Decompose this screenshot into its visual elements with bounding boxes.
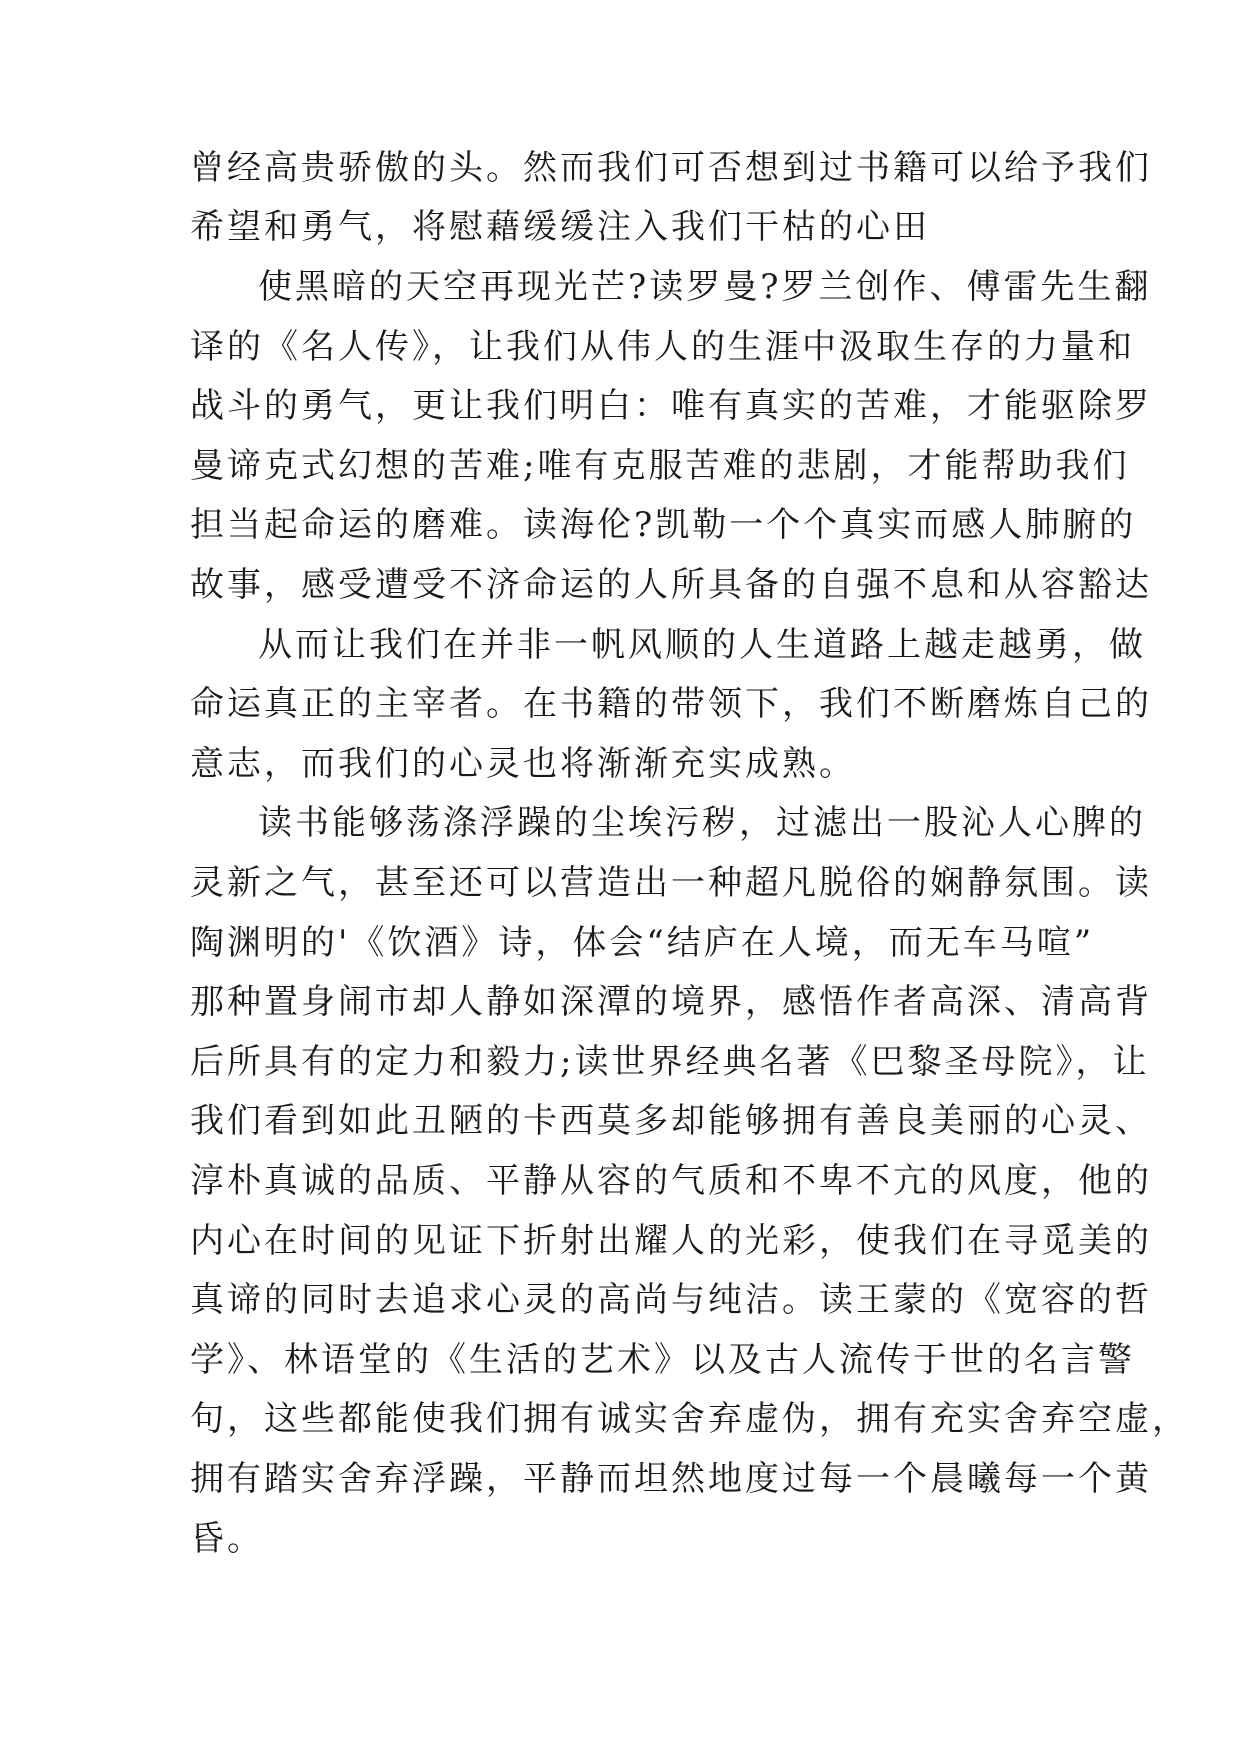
- text-line: 担当起命运的磨难。读海伦?凯勒一个个真实而感人肺腑的: [190, 505, 1137, 545]
- text-line: 曼谛克式幻想的苦难;唯有克服苦难的悲剧，才能帮助我们: [190, 446, 1130, 486]
- text-line: 句，这些都能使我们拥有诚实舍弃虚伪，拥有充实舍弃空虚，: [190, 1399, 1189, 1439]
- text-line: 内心在时间的见证下折射出耀人的光彩，使我们在寻觅美的: [190, 1221, 1152, 1261]
- text-line: 学》、林语堂的《生活的艺术》以及古人流传于世的名言警: [190, 1340, 1135, 1380]
- text-line: 战斗的勇气，更让我们明白：唯有真实的苦难，才能驱除罗: [190, 386, 1152, 426]
- text-line: 昏。: [190, 1519, 264, 1559]
- text-line: 命运真正的主宰者。在书籍的带领下，我们不断磨炼自己的: [190, 684, 1152, 724]
- text-line: 拥有踏实舍弃浮躁，平静而坦然地度过每一个晨曦每一个黄: [190, 1459, 1152, 1499]
- text-line: 淳朴真诚的品质、平静从容的气质和不卑不亢的风度，他的: [190, 1161, 1152, 1201]
- text-line: 那种置身闹市却人静如深潭的境界，感悟作者高深、清高背: [190, 982, 1152, 1022]
- text-line: 希望和勇气，将慰藉缓缓注入我们干枯的心田: [190, 207, 930, 247]
- paragraph-first-line: 读书能够荡涤浮躁的尘埃污秽，过滤出一股沁人心脾的: [258, 803, 1146, 843]
- text-line: 意志，而我们的心灵也将渐渐充实成熟。: [190, 744, 856, 784]
- text-line: 译的《名人传》，让我们从伟人的生涯中汲取生存的力量和: [190, 327, 1135, 367]
- paragraph-first-line: 使黑暗的天空再现光芒?读罗曼?罗兰创作、傅雷先生翻: [258, 267, 1152, 307]
- text-line: 曾经高贵骄傲的头。然而我们可否想到过书籍可以给予我们: [190, 148, 1152, 188]
- paragraph-first-line: 从而让我们在并非一帆风顺的人生道路上越走越勇，做: [258, 625, 1146, 665]
- text-line: 真谛的同时去追求心灵的高尚与纯洁。读王蒙的《宽容的哲: [190, 1280, 1152, 1320]
- text-line: 后所具有的定力和毅力;读世界经典名著《巴黎圣母院》，让: [190, 1042, 1150, 1082]
- text-line: 陶渊明的'《饮酒》诗，体会“结庐在人境，而无车马喧”: [190, 923, 1095, 963]
- text-line: 灵新之气，甚至还可以营造出一种超凡脱俗的娴静氛围。读: [190, 863, 1152, 903]
- text-line: 我们看到如此丑陋的卡西莫多却能够拥有善良美丽的心灵、: [190, 1101, 1152, 1141]
- text-line: 故事，感受遭受不济命运的人所具备的自强不息和从容豁达: [190, 565, 1152, 605]
